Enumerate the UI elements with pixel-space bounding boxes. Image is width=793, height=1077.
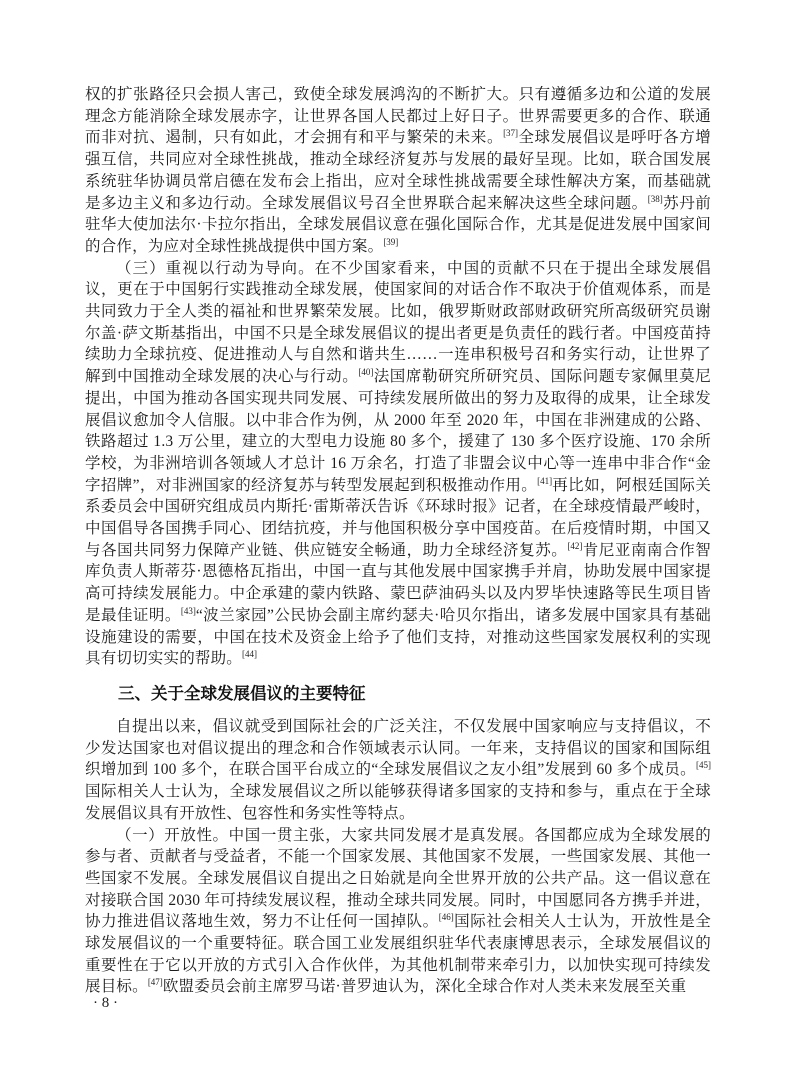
paragraph: （三）重视以行动为导向。在不少国家看来，中国的贡献不只在于提出全球发展倡议，更在于中国躬行实践推动全球发展，使国家间的对话合作不取决于价值观体系，而是共同致力于全人类的福祉和世界繁荣发展。比如，俄罗斯财政部财政研究所高级研究员谢尔盖·萨文斯基指出，中国不只是全球发展倡议的提出者更是负责任的践行者。中国疫苗持续助力全球抗疫、促进推动人与自然和谐共生……一连串积极号召和务实行动，让世界了解到中国推动全球发展的决心与行动。[40]法国席勒研究所研究员、国际问题专家佩里莫尼提出，中国为推动各国实现共同发展、可持续发展所做出的努力及取得的成果，让全球发展倡议愈加令人信服。以中非合作为例，从 2000 年至 2020 年，中国在非洲建成的公路、铁路超过 1.3 万公里，建立的大型电力设施 80 多个，援建了 130 多个医疗设施、170 余所学校，为非洲培训各领域人才总计 16 万余名，打造了非盟会议中心等一连串中非合作“金字招牌”，对非洲国家的经济复苏与转型发展起到积极推动作用。[41]再比如，阿根廷国际关系委员会中国研究组成员内斯托·雷斯蒂沃告诉《环球时报》记者，在全球疫情最严峻时，中国倡导各国携手同心、团结抗疫，并与他国积极分享中国疫苗。在后疫情时期，中国又与各国共同努力保障产业链、供应链安全畅通，助力全球经济复苏。[42]肯尼亚南南合作智库负责人斯蒂芬·恩德格瓦指出，中国一直与其他发展中国家携手并肩，协助发展中国家提高可持续发展能力。中企承建的蒙内铁路、蒙巴萨油码头以及内罗毕快速路等民生项目皆是最佳证明。[43]“波兰家园”公民协会副主席约瑟夫·哈贝尔指出，诸多发展中国家具有基础设施建设的需要，中国在技术及资金上给予了他们支持，对推动这些国家发展权利的实现具有切切实实的帮助。[44] (85, 259, 711, 668)
footnote-ref: [46] (438, 912, 454, 923)
page-number: · 8 · (93, 995, 118, 1011)
footnote-ref: [47] (147, 977, 163, 988)
footnote-ref: [44] (242, 649, 258, 660)
footnote-ref: [38] (647, 193, 663, 204)
paragraph: 权的扩张路径只会损人害己，致使全球发展鸿沟的不断扩大。只有遵循多边和公道的发展理念方能消除全球发展赤字，让世界各国人民都过上好日子。世界需要更多的合作、联通而非对抗、遏制，只有如此，才会拥有和平与繁荣的未来。[37]全球发展倡议是呼吁各方增强互信，共同应对全球性挑战，推动全球经济复苏与发展的最好呈现。比如，联合国发展系统驻华协调员常启德在发布会上指出，应对全球性挑战需要全球性解决方案，而基础就是多边主义和多边行动。全球发展倡议号召全世界联合起来解决这些全球问题。[38]苏丹前驻华大使加法尔·卡拉尔指出，全球发展倡议意在强化国际合作，尤其是促进发展中国家间的合作，为应对全球性挑战提供中国方案。[39] (85, 86, 712, 255)
footnote-ref: [45] (696, 760, 711, 771)
footnote-ref: [42] (567, 540, 583, 551)
footnote-ref: [43] (180, 605, 196, 616)
document-body (85, 84, 711, 998)
footnote-ref: [37] (503, 128, 519, 139)
footnote-ref: [39] (383, 236, 399, 247)
footnote-ref: [40] (358, 366, 374, 377)
paragraph: 自提出以来，倡议就受到国际社会的广泛关注，不仅发展中国家响应与支持倡议，不少发达国家也对倡议提出的理念和合作领域表示认同。一年来，支持倡议的国家和国际组织增加到 100 多个，在联合国平台成立的“全球发展倡议之友小组”发展到 60 多个成员。[45]国际相关人士认为，全球发展倡议之所以能够获得诸多国家的支持和参与，重点在于全球发展倡议具有开放性、包容性和务实性等特点。 (85, 717, 711, 822)
section-heading: 三、关于全球发展倡议的主要特征 (118, 684, 366, 703)
footnote-ref: [41] (537, 475, 553, 486)
paragraph: （一）开放性。中国一贯主张，大家共同发展才是真发展。各国都应成为全球发展的参与者、贡献者与受益者，不能一个国家发展、其他国家不发展，一些国家发展、其他一些国家不发展。全球发展倡议自提出之日始就是向全世界开放的公共产品。这一倡议意在对接联合国 2030 年可持续发展议程，推动全球共同发展。同时，中国愿同各方携手并进，协力推进倡议落地生效，努力不让任何一国掉队。[46]国际社会相关人士认为，开放性是全球发展倡议的一个重要特征。联合国工业发展组织驻华代表康博思表示，全球发展倡议的重要性在于它以开放的方式引入合作伙伴，为其他机制带来牵引力，以加快实现可持续发展目标。[47]欧盟委员会前主席罗马诺·普罗迪认为，深化全球合作对人类未来发展至关重 (85, 826, 711, 996)
